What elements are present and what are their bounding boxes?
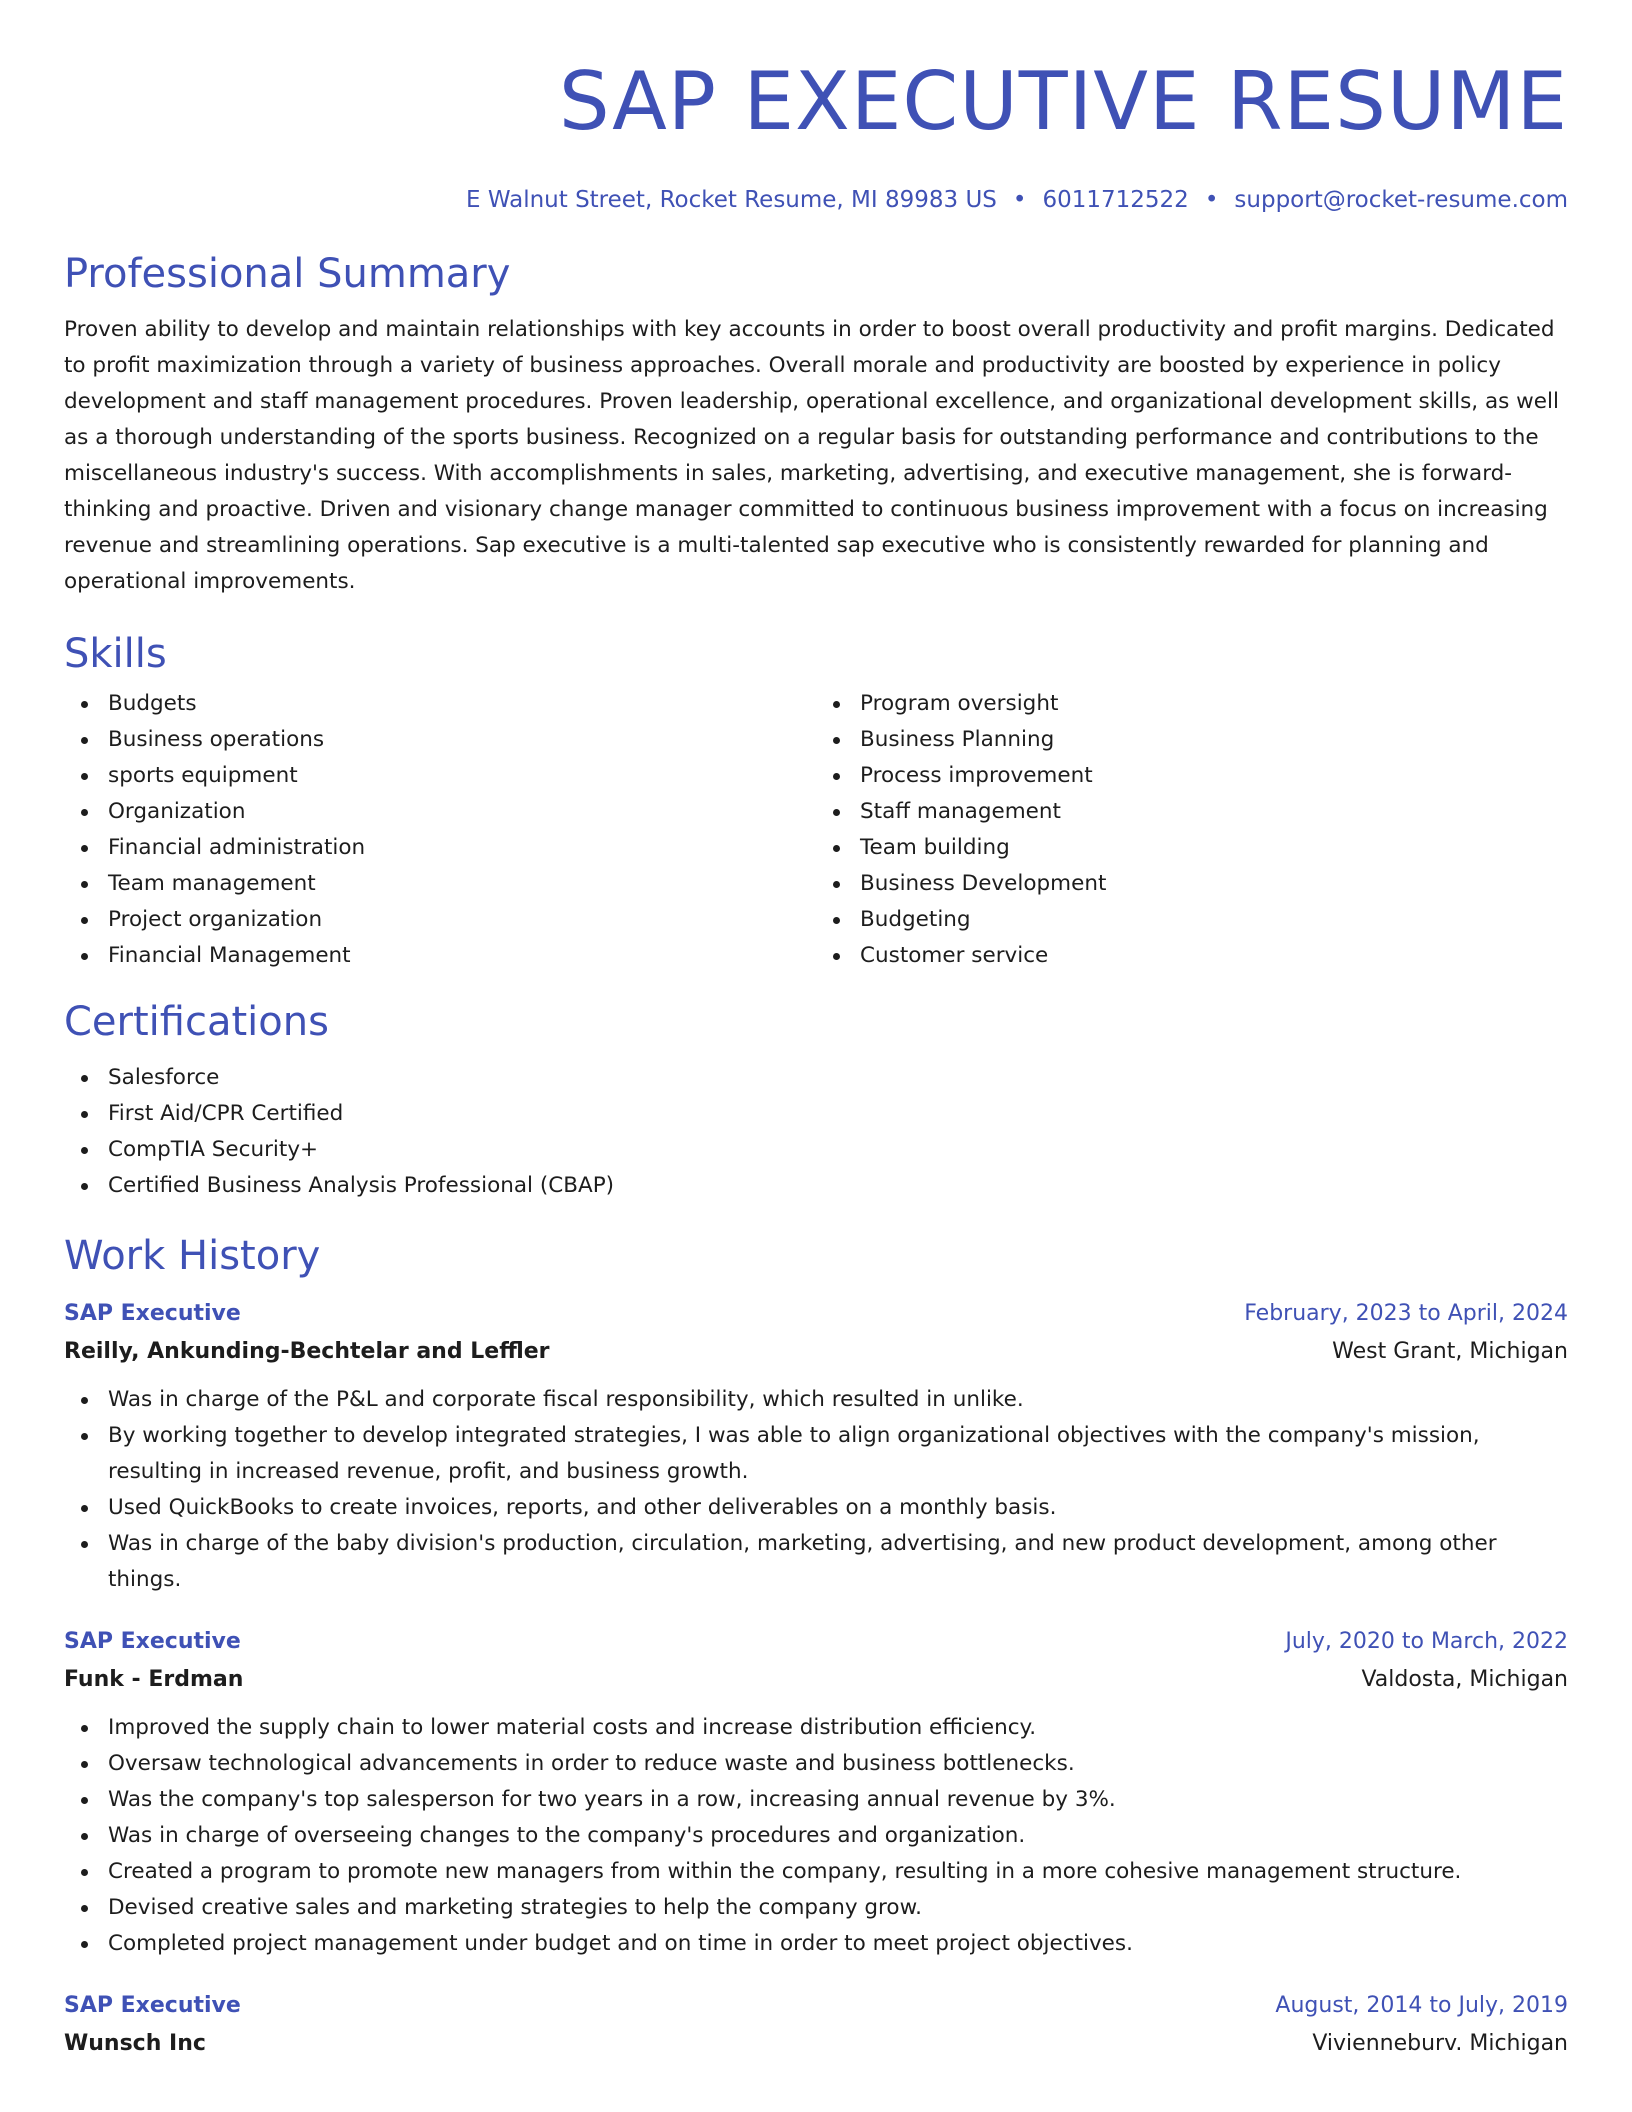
job-duty-item: Was in charge of the P&L and corporate fiscal responsibility, which resulted in unlike. bbox=[108, 1382, 1568, 1418]
skill-item: Financial Management bbox=[108, 938, 816, 974]
certification-item: Salesforce bbox=[108, 1060, 1568, 1096]
job-title: SAP Executive bbox=[64, 1629, 241, 1654]
contact-line bbox=[64, 182, 1568, 218]
skill-item: sports equipment bbox=[108, 758, 816, 794]
job-title: SAP Executive bbox=[64, 1301, 241, 1326]
skill-item: Project organization bbox=[108, 902, 816, 938]
contact-address: E Walnut Street, Rocket Resume, MI 89983 US bbox=[465, 187, 997, 213]
section-heading-certifications: Certifications bbox=[64, 999, 329, 1045]
job-duty-item: Was in charge of the baby division's production, circulation, marketing, advertising, and new product development, among other things. bbox=[108, 1526, 1568, 1598]
job-dates: July, 2020 to March, 2022 bbox=[1285, 1629, 1568, 1654]
skill-item: Budgets bbox=[108, 686, 816, 722]
job-header-row bbox=[64, 1296, 1568, 1332]
job-company-row bbox=[64, 2024, 1568, 2064]
certification-item: Certified Business Analysis Professional (CBAP) bbox=[108, 1168, 1568, 1204]
job-company-row bbox=[64, 1660, 1568, 1700]
job-header-row bbox=[64, 1988, 1568, 2024]
job-duties-list bbox=[64, 1382, 1568, 1598]
skill-item: Financial administration bbox=[108, 830, 816, 866]
section-heading-skills: Skills bbox=[64, 631, 167, 677]
section-heading-work-history: Work History bbox=[64, 1233, 321, 1279]
skill-item: Organization bbox=[108, 794, 816, 830]
skill-item: Process improvement bbox=[860, 758, 1568, 794]
job-duty-item: Completed project management under budget and on time in order to meet project objectives. bbox=[108, 1926, 1568, 1962]
skills-list-left bbox=[64, 686, 816, 974]
job-duty-item: Was the company's top salesperson for two years in a row, increasing annual revenue by 3%. bbox=[108, 1782, 1568, 1818]
job-location: West Grant, Michigan bbox=[1332, 1339, 1568, 1364]
skill-item: Program oversight bbox=[860, 686, 1568, 722]
contact-separator: • bbox=[1204, 187, 1219, 213]
job-duty-item: Oversaw technological advancements in order to reduce waste and business bottlenecks. bbox=[108, 1746, 1568, 1782]
work-history-list bbox=[64, 1296, 1568, 2064]
job-header-row bbox=[64, 1624, 1568, 1660]
skill-item: Customer service bbox=[860, 938, 1568, 974]
job-entry bbox=[64, 1296, 1568, 1598]
job-duties-list bbox=[64, 1710, 1568, 1962]
job-company: Reilly, Ankunding-Bechtelar and Leffler bbox=[64, 1339, 550, 1364]
skills-columns bbox=[64, 686, 1568, 974]
summary-text: Proven ability to develop and maintain relationships with key accounts in order to boost overall productivity and profit margins. Dedicated to profit maximization through a variety of business approaches. Overall morale and productivity are boosted by experience in policy development and staff management procedures. Proven leadership, operational excellence, and organizational development skills, as well as a thorough understanding of the sports business. Recognized on a regular basis for outstanding performance and contributions to the miscellaneous industry's success. With accomplishments in sales, marketing, advertising, and executive management, she is forward-thinking and proactive. Driven and visionary change manager committed to continuous business improvement with a focus on increasing revenue and streamlining operations. Sap executive is a multi-talented sap executive who is consistently rewarded for planning and operational improvements. bbox=[64, 317, 1559, 594]
skill-item: Business operations bbox=[108, 722, 816, 758]
resume-title: SAP EXECUTIVE RESUME bbox=[558, 55, 1568, 148]
job-duty-item: Devised creative sales and marketing strategies to help the company grow. bbox=[108, 1890, 1568, 1926]
skill-item: Staff management bbox=[860, 794, 1568, 830]
job-duty-item: Created a program to promote new managers from within the company, resulting in a more cohesive management structure. bbox=[108, 1854, 1568, 1890]
job-entry bbox=[64, 1988, 1568, 2064]
job-duty-item: Was in charge of overseeing changes to the company's procedures and organization. bbox=[108, 1818, 1568, 1854]
job-duty-item: Improved the supply chain to lower material costs and increase distribution efficiency. bbox=[108, 1710, 1568, 1746]
skills-list-right bbox=[816, 686, 1568, 974]
contact-separator: • bbox=[1012, 187, 1027, 213]
job-duty-item: By working together to develop integrated strategies, I was able to align organizational objectives with the company's mission, resulting in increased revenue, profit, and business growth. bbox=[108, 1418, 1568, 1490]
job-company-row bbox=[64, 1332, 1568, 1372]
skill-item: Team building bbox=[860, 830, 1568, 866]
contact-email: support@rocket-resume.com bbox=[1234, 187, 1568, 213]
skill-item: Business Planning bbox=[860, 722, 1568, 758]
job-location: Vivienneburv. Michigan bbox=[1312, 2031, 1568, 2056]
skill-item: Business Development bbox=[860, 866, 1568, 902]
job-entry bbox=[64, 1624, 1568, 1962]
job-dates: August, 2014 to July, 2019 bbox=[1275, 1993, 1568, 2018]
job-location: Valdosta, Michigan bbox=[1361, 1667, 1568, 1692]
certifications-list bbox=[64, 1060, 1568, 1204]
job-duty-item: Used QuickBooks to create invoices, reports, and other deliverables on a monthly basis. bbox=[108, 1490, 1568, 1526]
skill-item: Budgeting bbox=[860, 902, 1568, 938]
certification-item: CompTIA Security+ bbox=[108, 1132, 1568, 1168]
job-dates: February, 2023 to April, 2024 bbox=[1244, 1301, 1568, 1326]
job-company: Funk - Erdman bbox=[64, 1667, 244, 1692]
job-company: Wunsch Inc bbox=[64, 2031, 206, 2056]
skill-item: Team management bbox=[108, 866, 816, 902]
job-title: SAP Executive bbox=[64, 1993, 241, 2018]
certification-item: First Aid/CPR Certified bbox=[108, 1096, 1568, 1132]
contact-phone: 6011712522 bbox=[1042, 187, 1189, 213]
section-heading-summary: Professional Summary bbox=[64, 251, 511, 297]
